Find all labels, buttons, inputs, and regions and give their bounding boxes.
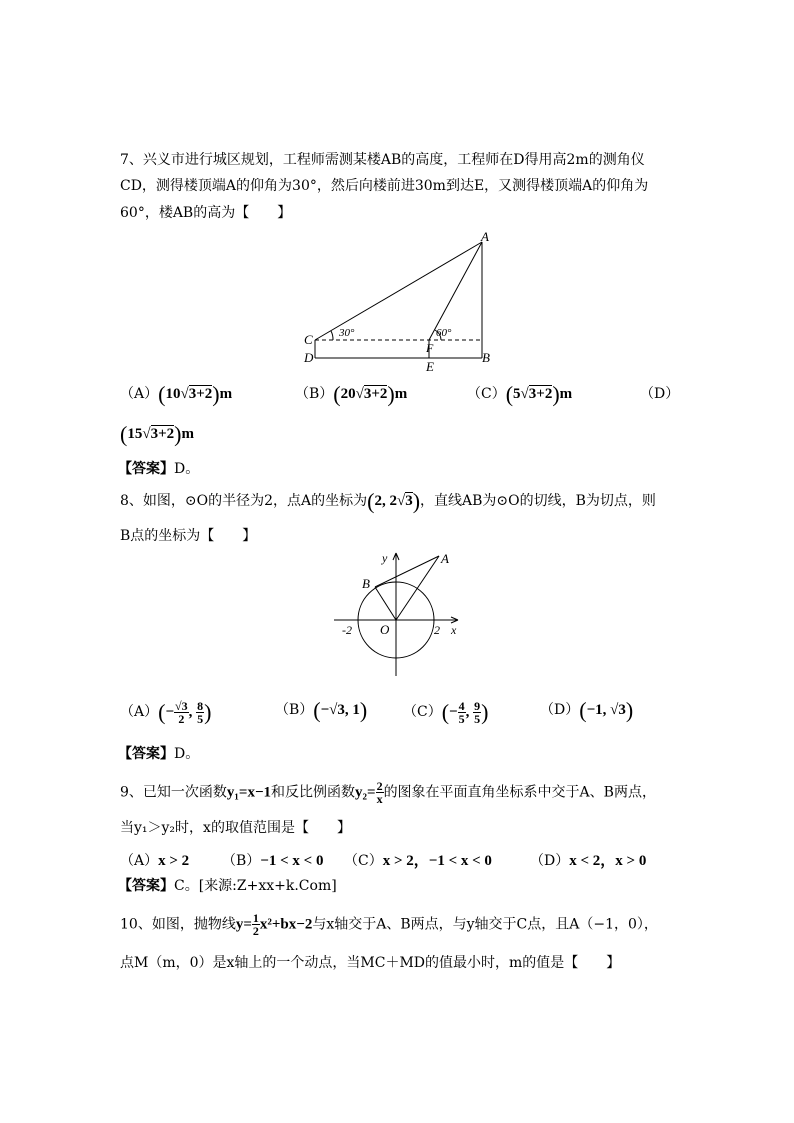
q9-option-c: （C）x > 2，−1 < x < 0 (344, 853, 492, 869)
q7-figure (295, 228, 515, 378)
q10-line1: 10、如图，抛物线y= $\frac{1}{2}$ x²+bx−2与x轴交于A、B两点，与y轴交于C点，且A（−1，0）， (120, 911, 658, 938)
angle-60: 60° (436, 327, 452, 339)
line-OB (375, 587, 396, 620)
q8-option-c: （C）(− $\frac{4}{5}$ , $\frac{9}{5}$ ) (403, 699, 489, 726)
q7-option-b: （B）(20√3+2)m (295, 381, 408, 407)
label-y: y (382, 551, 388, 565)
q7-answer: 【答案】D。 (118, 461, 200, 477)
q8-option-b: （B）(−√3, 1) (275, 697, 368, 723)
q7-option-d: (15√3+2)m (120, 421, 194, 447)
q9-option-a: （A）x > 2 (120, 853, 190, 869)
line-CA (315, 242, 482, 340)
label-A: A (481, 229, 489, 244)
q8-figure (330, 548, 465, 683)
arc-30 (331, 331, 333, 340)
q8-line1: 8、如图，⊙O的半径为2，点A的坐标为(2, 2√3)，直线AB为⊙O的切线，B为切点，则 (120, 488, 656, 514)
q7-line3: 60°，楼AB的高为【 】 (120, 205, 292, 221)
label-F: F (426, 341, 434, 355)
label-E: E (426, 359, 434, 374)
q7-option-a: （A）(10√3+2)m (120, 381, 233, 407)
label-C: C (304, 332, 313, 347)
label-A: A (441, 551, 449, 566)
q10-line2: 点M（m，0）是x轴上的一个动点，当MC＋MD的值最小时，m的值是【 】 (120, 955, 621, 971)
label-B: B (362, 576, 370, 591)
q8-option-a: （A）(− $\frac{√3}{2}$ , $\frac{8}{5}$ ) (120, 699, 212, 726)
angle-30: 30° (339, 327, 355, 339)
q8-line2: B点的坐标为【 】 (120, 528, 257, 544)
q9-answer: 【答案】C。[来源:Z+xx+k.Com] (118, 878, 337, 894)
label-pos2: 2 (434, 623, 440, 637)
q9-line1: 9、已知一次函数y₁=x−1和反比例函数y₂= $\frac{2}{x}$ 的图象在平面直角坐标系中交于A、B两点， (120, 779, 656, 806)
label-D: D (304, 350, 314, 365)
label-O: O (380, 622, 390, 637)
q7-option-d-label: （D） (640, 386, 680, 402)
q9-line2: 当y₁＞y₂时，x的取值范围是【 】 (120, 820, 351, 836)
line-FA (429, 242, 482, 340)
q7-option-c: （C）(5√3+2)m (467, 381, 573, 407)
q9-option-d: （D）x < 2，x > 0 (530, 853, 647, 869)
q7-line2: CD，测得楼顶端A的仰角为30°，然后向楼前进30m到达E，又测得楼顶端A的仰角为 (120, 178, 649, 194)
label-neg2: -2 (342, 623, 352, 637)
q9-option-b: （B）−1 < x < 0 (222, 853, 324, 869)
label-x: x (451, 623, 457, 637)
label-B: B (482, 350, 490, 365)
q7-line1: 7、兴义市进行城区规划，工程师需测某楼AB的高度，工程师在D得用高2m的测角仪 (120, 152, 645, 168)
q8-answer: 【答案】D。 (118, 746, 200, 762)
q8-option-d: （D）(−1, √3) (540, 697, 634, 723)
